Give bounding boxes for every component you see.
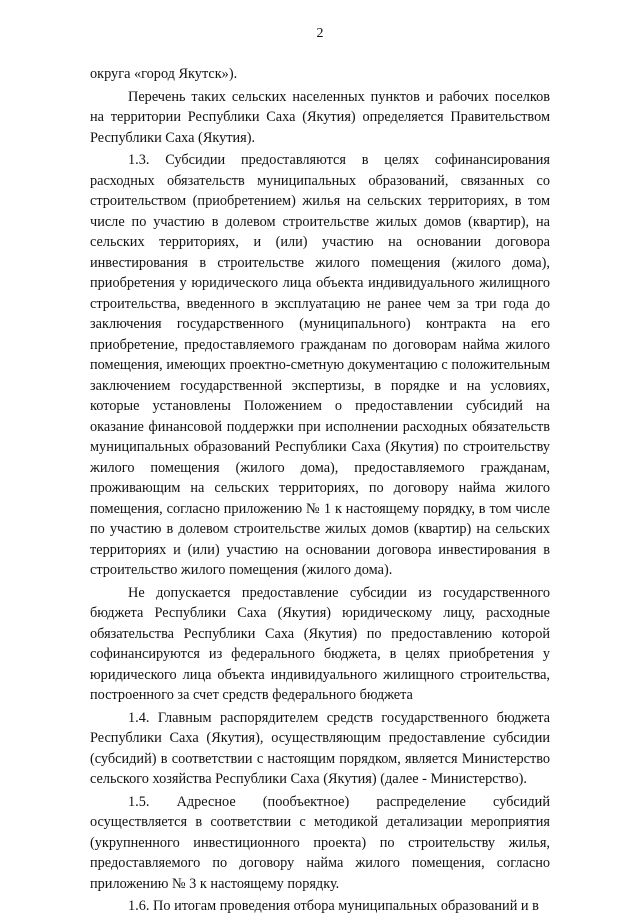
- paragraph: 1.4. Главным распорядителем средств государственного бюджета Республики Саха (Якутия), осуществляющим предоставление субсидии (субсидий) в соответствии с настоящим порядком, является Министерство сельского хозяйства Республики Саха (Якутия) (далее - Министерство).: [90, 709, 550, 787]
- page-number: 2: [316, 26, 324, 41]
- document-body: [90, 64, 550, 919]
- paragraph: 1.6. По итогам проведения отбора муниципальных образований и в: [128, 898, 539, 914]
- paragraph: 1.5. Адресное (пообъектное) распределение субсидий осуществляется в соответствии с методикой детализации мероприятия (укрупненного инвестиционного проекта) по строительству жилья, предоставляемого по договору найма жилого помещения, согласно приложению № 3 к настоящему порядку.: [90, 793, 550, 892]
- paragraph: округа «город Якутск»).: [90, 66, 238, 82]
- paragraph: 1.3. Субсидии предоставляются в целях софинансирования расходных обязательств муниципальных образований, связанных со строительством (приобретением) жилья на сельских территориях, в том числе по участию в долевом строительстве жилых домов (квартир), на сельских территориях, и (или) участию на основании договора инвестирования в строительстве жилого помещения (жилого дома), приобретения у юридического лица объекта индивидуального жилищного строительства, введенного в эксплуатацию не ранее чем за три года до заключения государственного (муниципального) контракта на его приобретение, предоставляемого гражданам по договорам найма жилого помещения, имеющих проектно-сметную документацию с положительным заключением государственной экспертизы, в порядке и на условиях, которые установлены Положением о предоставлении субсидий на оказание финансовой поддержки при исполнении расходных обязательств муниципальных образований Республики Саха (Якутия) по строительству жилого помещения (жилого дома), предоставляемого гражданам, проживающим на сельских территориях, по договору найма жилого помещения, согласно приложению № 1 к настоящему порядку, в том числе по участию в долевом строительстве жилых домов (квартир) на сельских территориях и (или) участию на основании договора инвестирования в строительство жилого помещения (жилого дома).: [90, 152, 550, 578]
- paragraph: Не допускается предоставление субсидии из государственного бюджета Республики Саха (Якутия) юридическому лицу, расходные обязательства Республики Саха (Якутия) по предоставлению которой софинансируются из федерального бюджета, в целях приобретения у юридического лица объекта индивидуального жилищного строительства, построенного за счет средств федерального бюджета: [90, 584, 550, 703]
- paragraph: Перечень таких сельских населенных пунктов и рабочих поселков на территории Республики Саха (Якутия) определяется Правительством Республики Саха (Якутия).: [90, 88, 550, 146]
